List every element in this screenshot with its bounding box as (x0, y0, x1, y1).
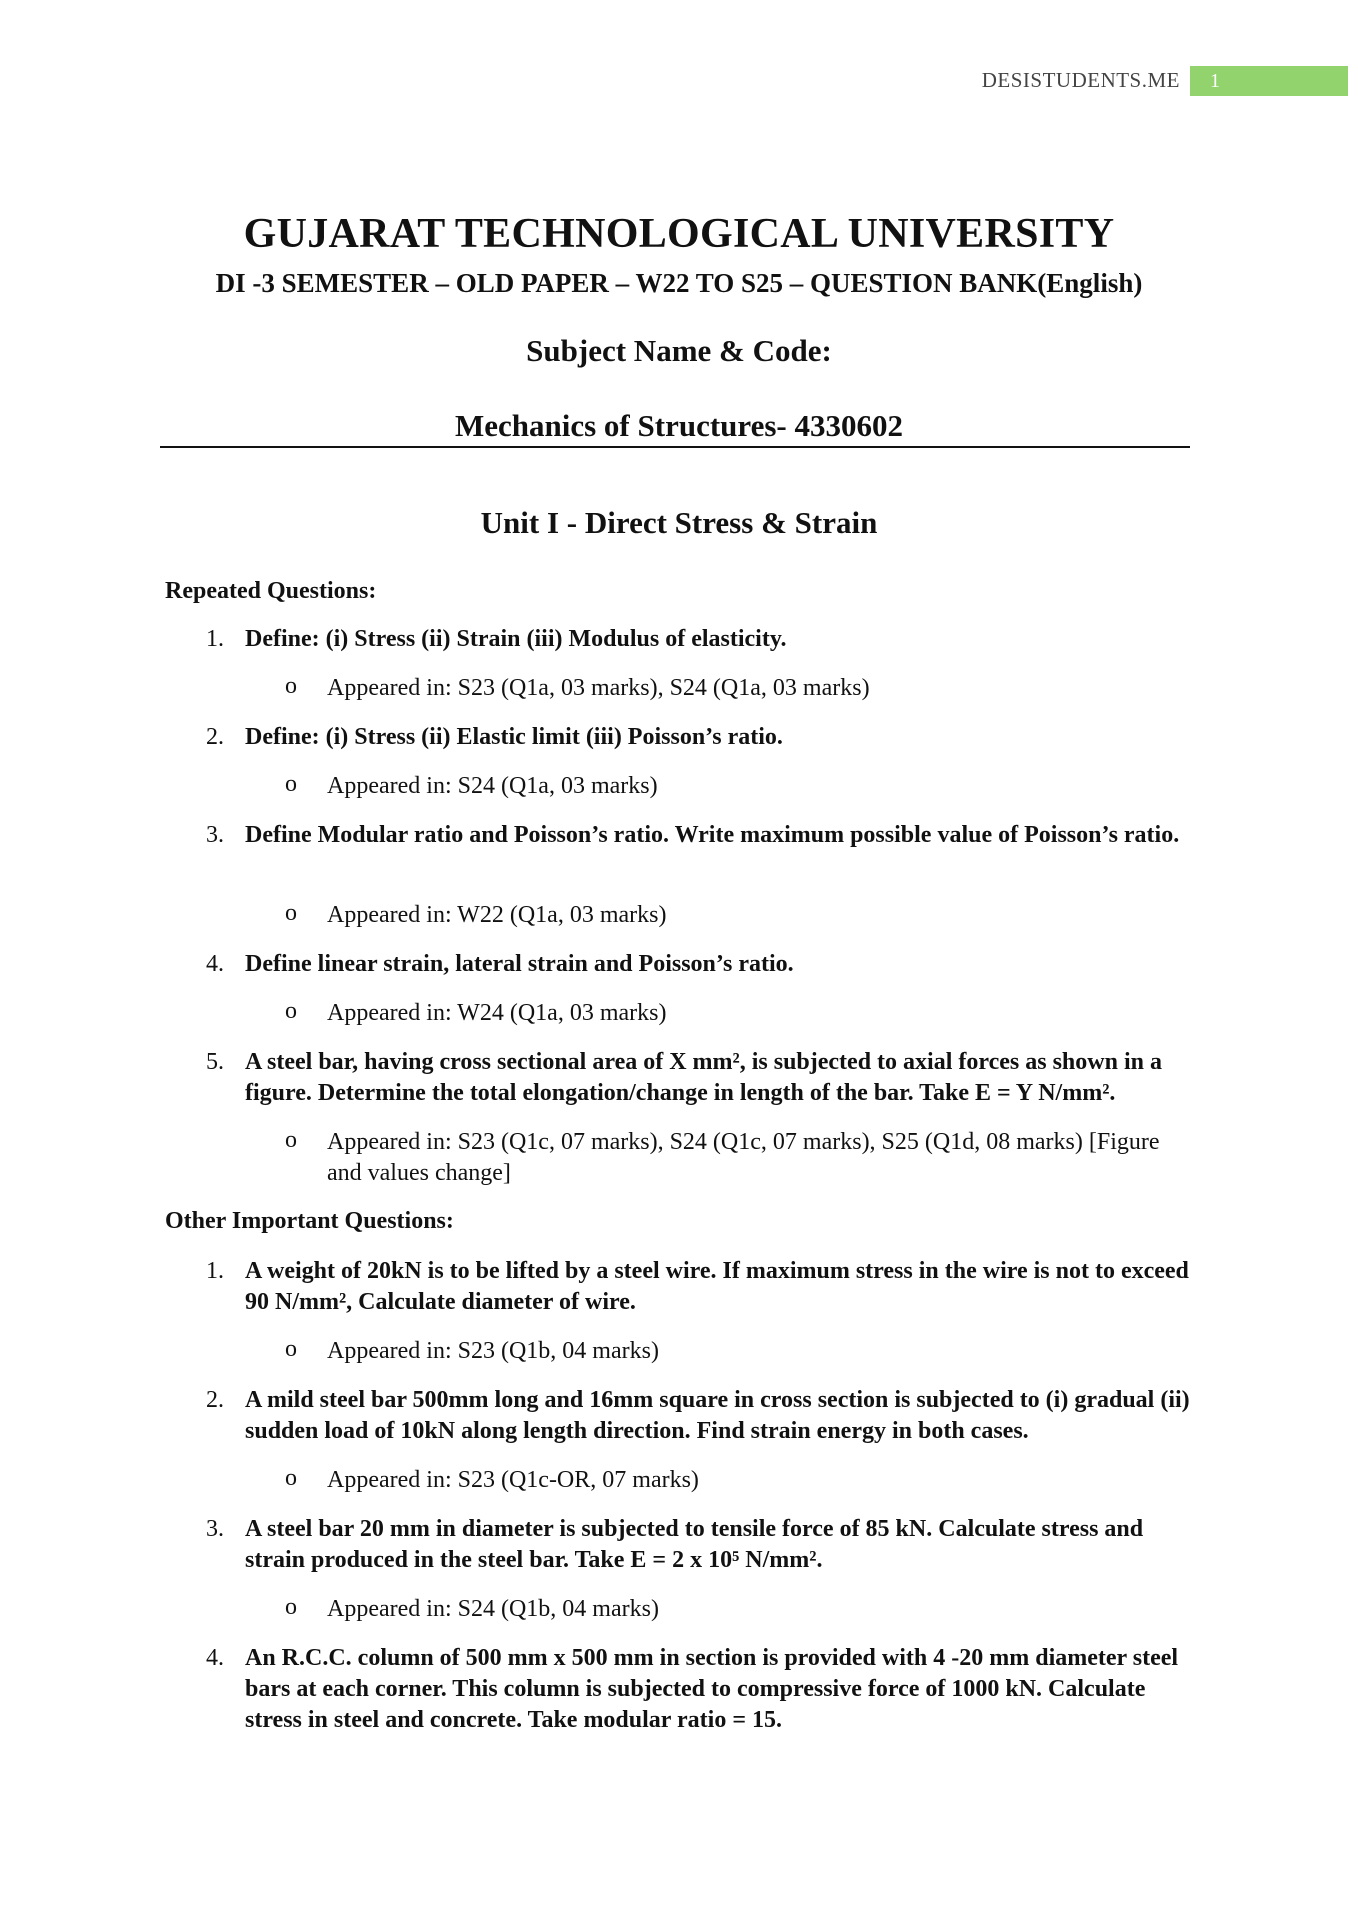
question-text: Define linear strain, lateral strain and Poisson’s ratio. (245, 951, 794, 977)
question-number: 2. (206, 724, 224, 750)
appeared-text: Appeared in: S23 (Q1c-OR, 07 marks) (327, 1467, 699, 1493)
appeared-text: Appeared in: S23 (Q1c, 07 marks), S24 (Q1c, 07 marks), S25 (Q1d, 08 marks) [Figure and values change] (327, 1129, 1160, 1186)
appeared-text: Appeared in: S24 (Q1a, 03 marks) (327, 773, 658, 799)
bullet: o (285, 771, 297, 797)
appeared-text: Appeared in: W24 (Q1a, 03 marks) (327, 1000, 667, 1026)
section-heading-repeated: Repeated Questions: (165, 578, 377, 604)
question-number: 1. (206, 1258, 224, 1284)
question-text: Define: (i) Stress (ii) Strain (iii) Modulus of elasticity. (245, 626, 787, 652)
appeared-text: Appeared in: S24 (Q1b, 04 marks) (327, 1596, 659, 1622)
question-number: 3. (206, 1516, 224, 1542)
subject-label: Subject Name & Code: (526, 333, 832, 368)
question-text: A steel bar 20 mm in diameter is subjected to tensile force of 85 kN. Calculate stress and strain produced in the steel bar. Take E = 2 x 10⁵ N/mm². (245, 1516, 1144, 1573)
question-text: Define: (i) Stress (ii) Elastic limit (iii) Poisson’s ratio. (245, 724, 783, 750)
question-number: 3. (206, 822, 224, 848)
unit-heading: Unit I - Direct Stress & Strain (480, 505, 878, 540)
question-text: A weight of 20kN is to be lifted by a steel wire. If maximum stress in the wire is not to exceed 90 N/mm², Calculate diameter of wire. (245, 1258, 1189, 1315)
bullet: o (285, 998, 297, 1024)
page-number-badge: 1 (1190, 66, 1348, 96)
question-text: An R.C.C. column of 500 mm x 500 mm in section is provided with 4 -20 mm diameter steel bars at each corner. This column is subjected to compressive force of 1000 kN. Calculate stress in steel and concrete. Take modular ratio = 15. (245, 1645, 1179, 1733)
question-text: Define Modular ratio and Poisson’s ratio. Write maximum possible value of Poisson’s ratio. (245, 822, 1180, 848)
site-name: DESISTUDENTS.ME (981, 68, 1180, 92)
bullet: o (285, 1594, 297, 1620)
bullet: o (285, 1127, 297, 1153)
appeared-text: Appeared in: S23 (Q1b, 04 marks) (327, 1338, 659, 1364)
question-text: A steel bar, having cross sectional area of X mm², is subjected to axial forces as shown in a figure. Determine the total elongation/change in length of the bar. Take E = Y N/mm². (245, 1049, 1162, 1106)
divider (160, 446, 1190, 448)
question-number: 4. (206, 951, 224, 977)
page-header (0, 66, 1358, 96)
bullet: o (285, 1336, 297, 1362)
section-heading-other: Other Important Questions: (165, 1208, 454, 1234)
question-number: 4. (206, 1645, 224, 1671)
question-text: A mild steel bar 500mm long and 16mm square in cross section is subjected to (i) gradual (ii) sudden load of 10kN along length direction. Find strain energy in both cases. (245, 1387, 1190, 1444)
bullet: o (285, 1465, 297, 1491)
document-title: GUJARAT TECHNOLOGICAL UNIVERSITY (243, 211, 1115, 257)
appeared-text: Appeared in: W22 (Q1a, 03 marks) (327, 902, 667, 928)
question-number: 5. (206, 1049, 224, 1075)
bullet: o (285, 900, 297, 926)
question-number: 2. (206, 1387, 224, 1413)
appeared-text: Appeared in: S23 (Q1a, 03 marks), S24 (Q1a, 03 marks) (327, 675, 870, 701)
subject-name: Mechanics of Structures- 4330602 (454, 408, 903, 443)
bullet: o (285, 673, 297, 699)
question-number: 1. (206, 626, 224, 652)
document-subtitle: DI -3 SEMESTER – OLD PAPER – W22 TO S25 – QUESTION BANK(English) (215, 268, 1143, 298)
